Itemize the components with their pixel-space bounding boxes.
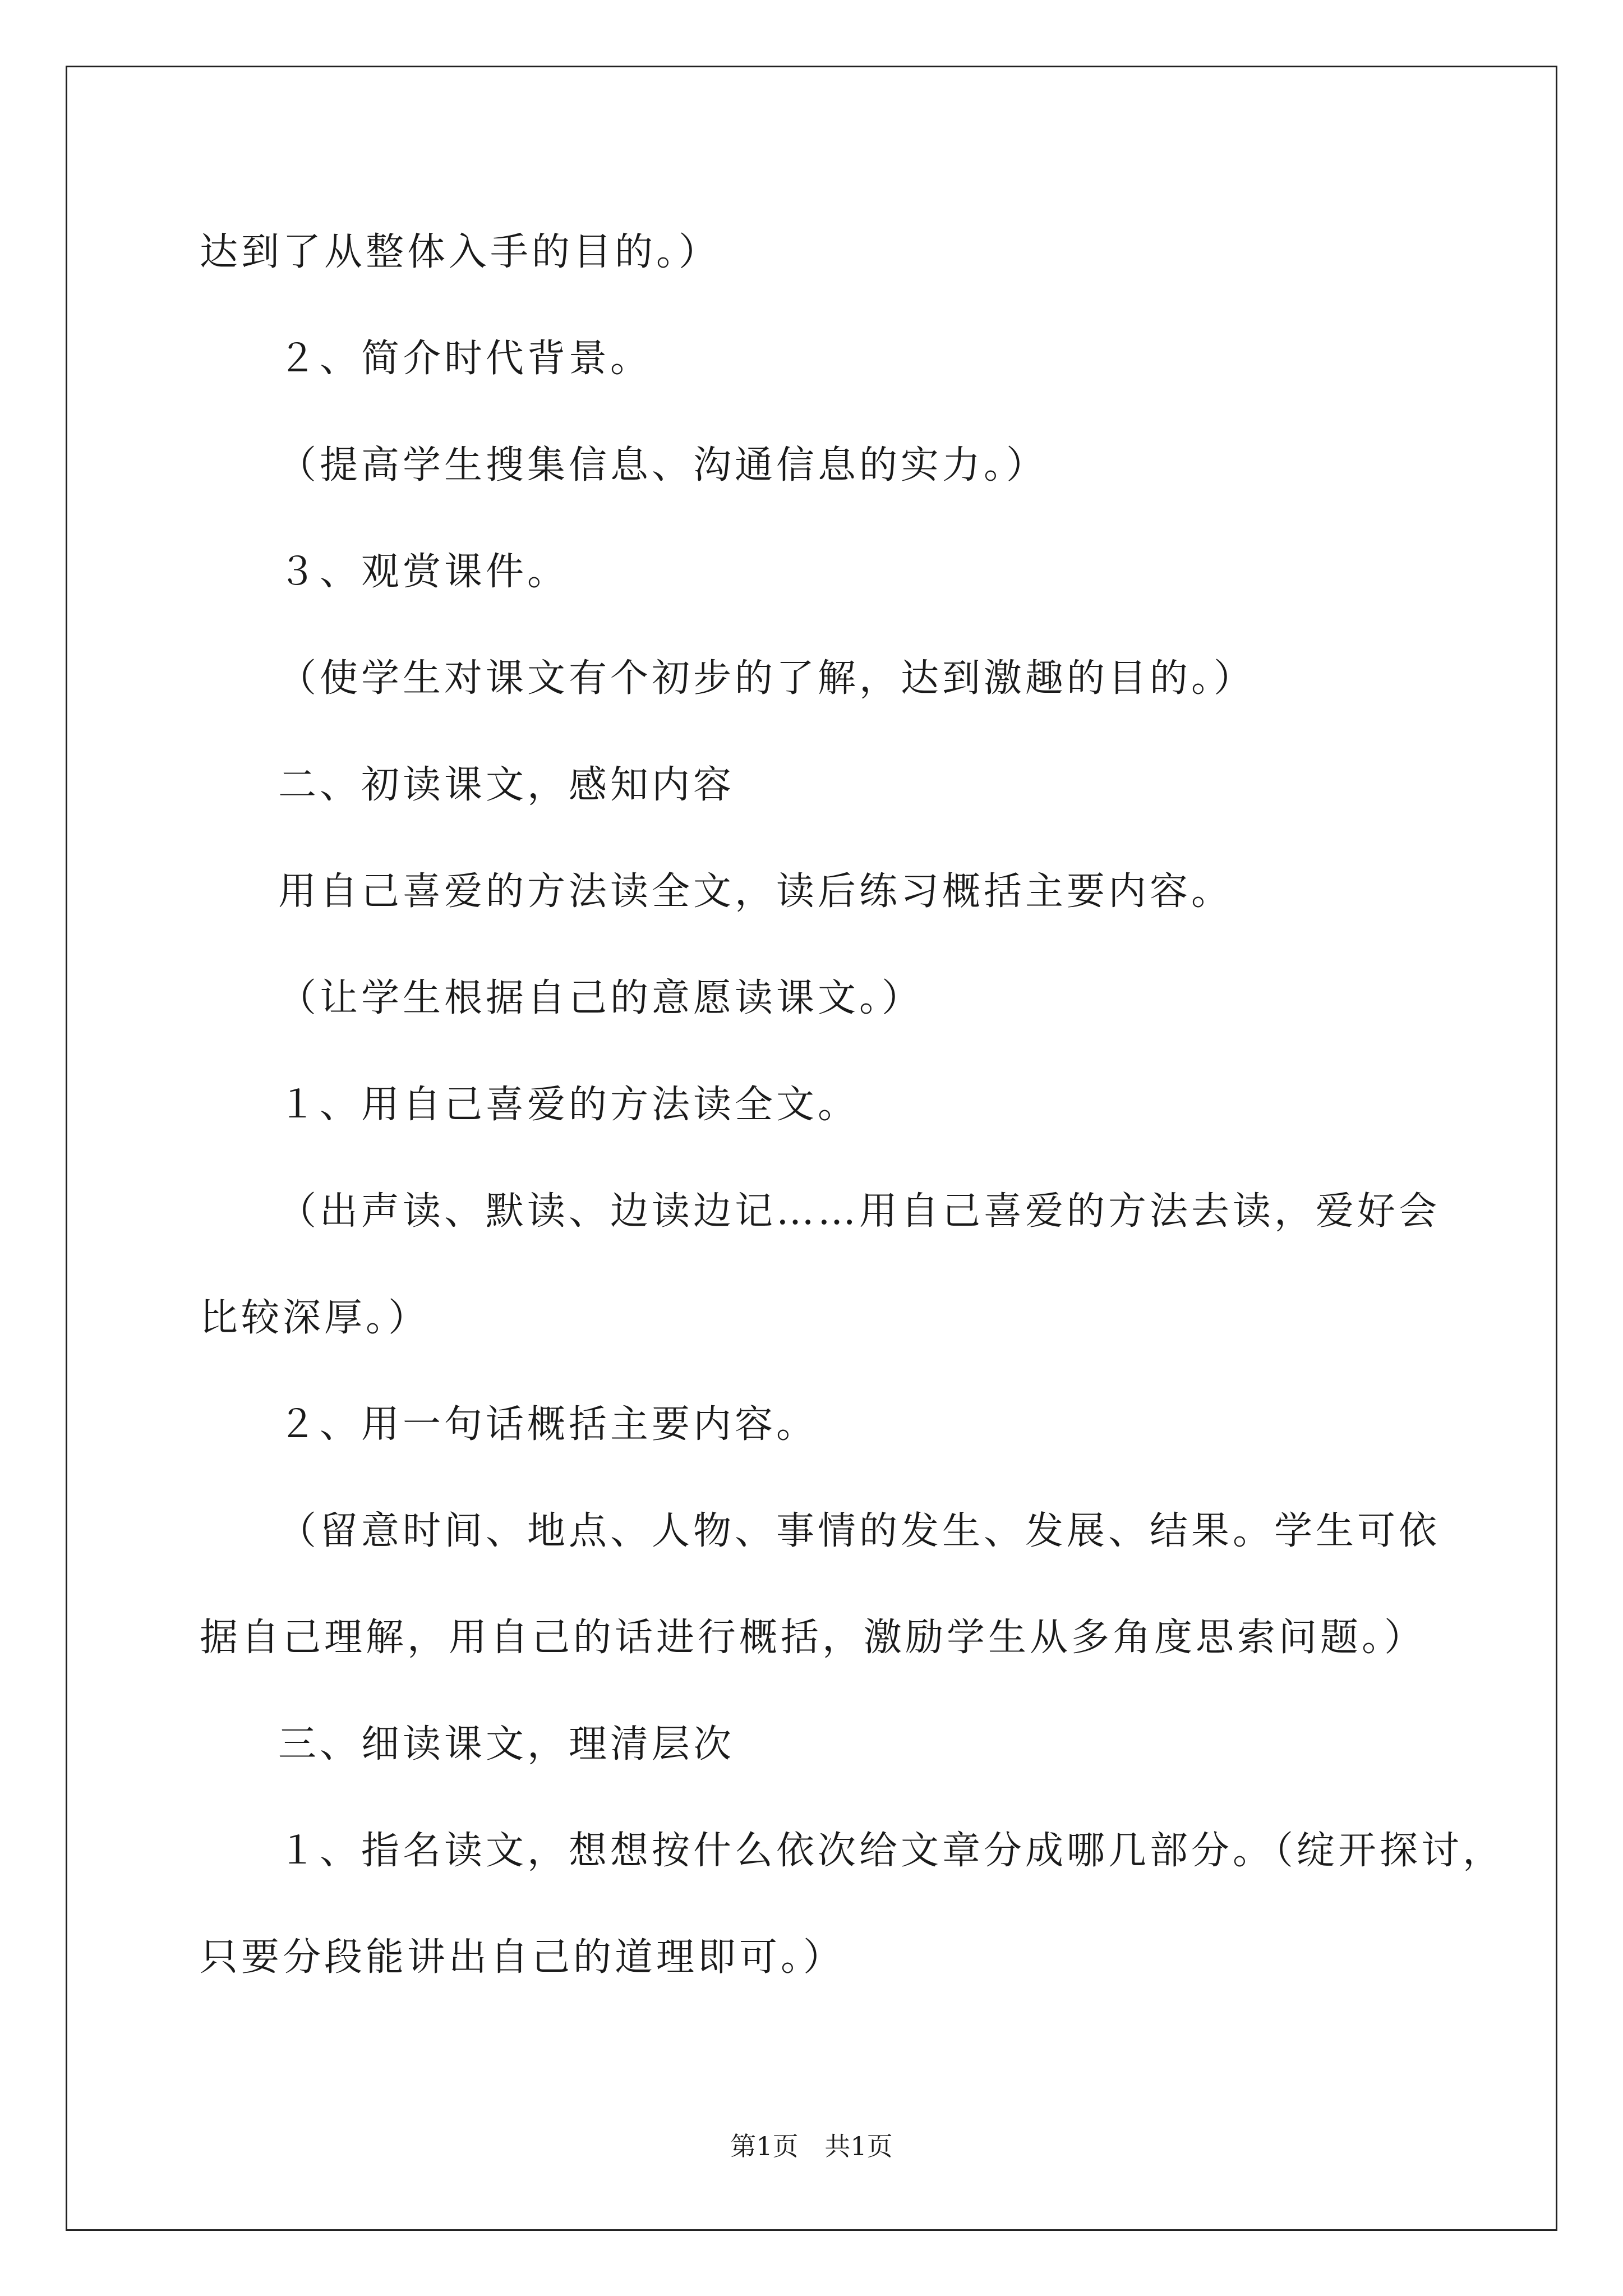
paragraph: ３、观赏课件。: [278, 550, 569, 594]
paragraph: 用自己喜爱的方法读全文，读后练习概括主要内容。: [278, 869, 1233, 914]
paragraph: 比较深厚。）: [200, 1296, 430, 1340]
paragraph: （使学生对课文有个初步的了解，达到激趣的目的。）: [278, 656, 1256, 701]
paragraph: （提高学生搜集信息、沟通信息的实力。）: [278, 443, 1048, 487]
paragraph: （出声读、默读、边读边记……用自己喜爱的方法去读，爱好会: [278, 1189, 1441, 1234]
page-footer: [0, 2126, 1623, 2163]
paragraph: ２、用一句话概括主要内容。: [278, 1402, 818, 1447]
paragraph: 达到了从整体入手的目的。）: [200, 230, 721, 274]
paragraph: 只要分段能讲出自己的道理即可。）: [200, 1935, 845, 1980]
page-number: 第1页: [730, 2131, 799, 2161]
paragraph: （让学生根据自己的意愿读课文。）: [278, 976, 924, 1020]
section-heading: 二、初读课文，感知内容: [278, 763, 735, 807]
paragraph: （留意时间、地点、人物、事情的发生、发展、结果。学生可依: [278, 1509, 1441, 1553]
paragraph: １、指名读文，想想按什么依次给文章分成哪几部分。（绽开探讨，: [278, 1829, 1505, 1873]
paragraph: 据自己理解，用自己的话进行概括，激励学生从多角度思索问题。）: [200, 1616, 1426, 1660]
page-total: 共1页: [824, 2131, 893, 2161]
paragraph: １、用自己喜爱的方法读全文。: [278, 1083, 860, 1127]
section-heading: 三、细读课文，理清层次: [278, 1722, 735, 1766]
paragraph: ２、简介时代背景。: [278, 337, 652, 381]
